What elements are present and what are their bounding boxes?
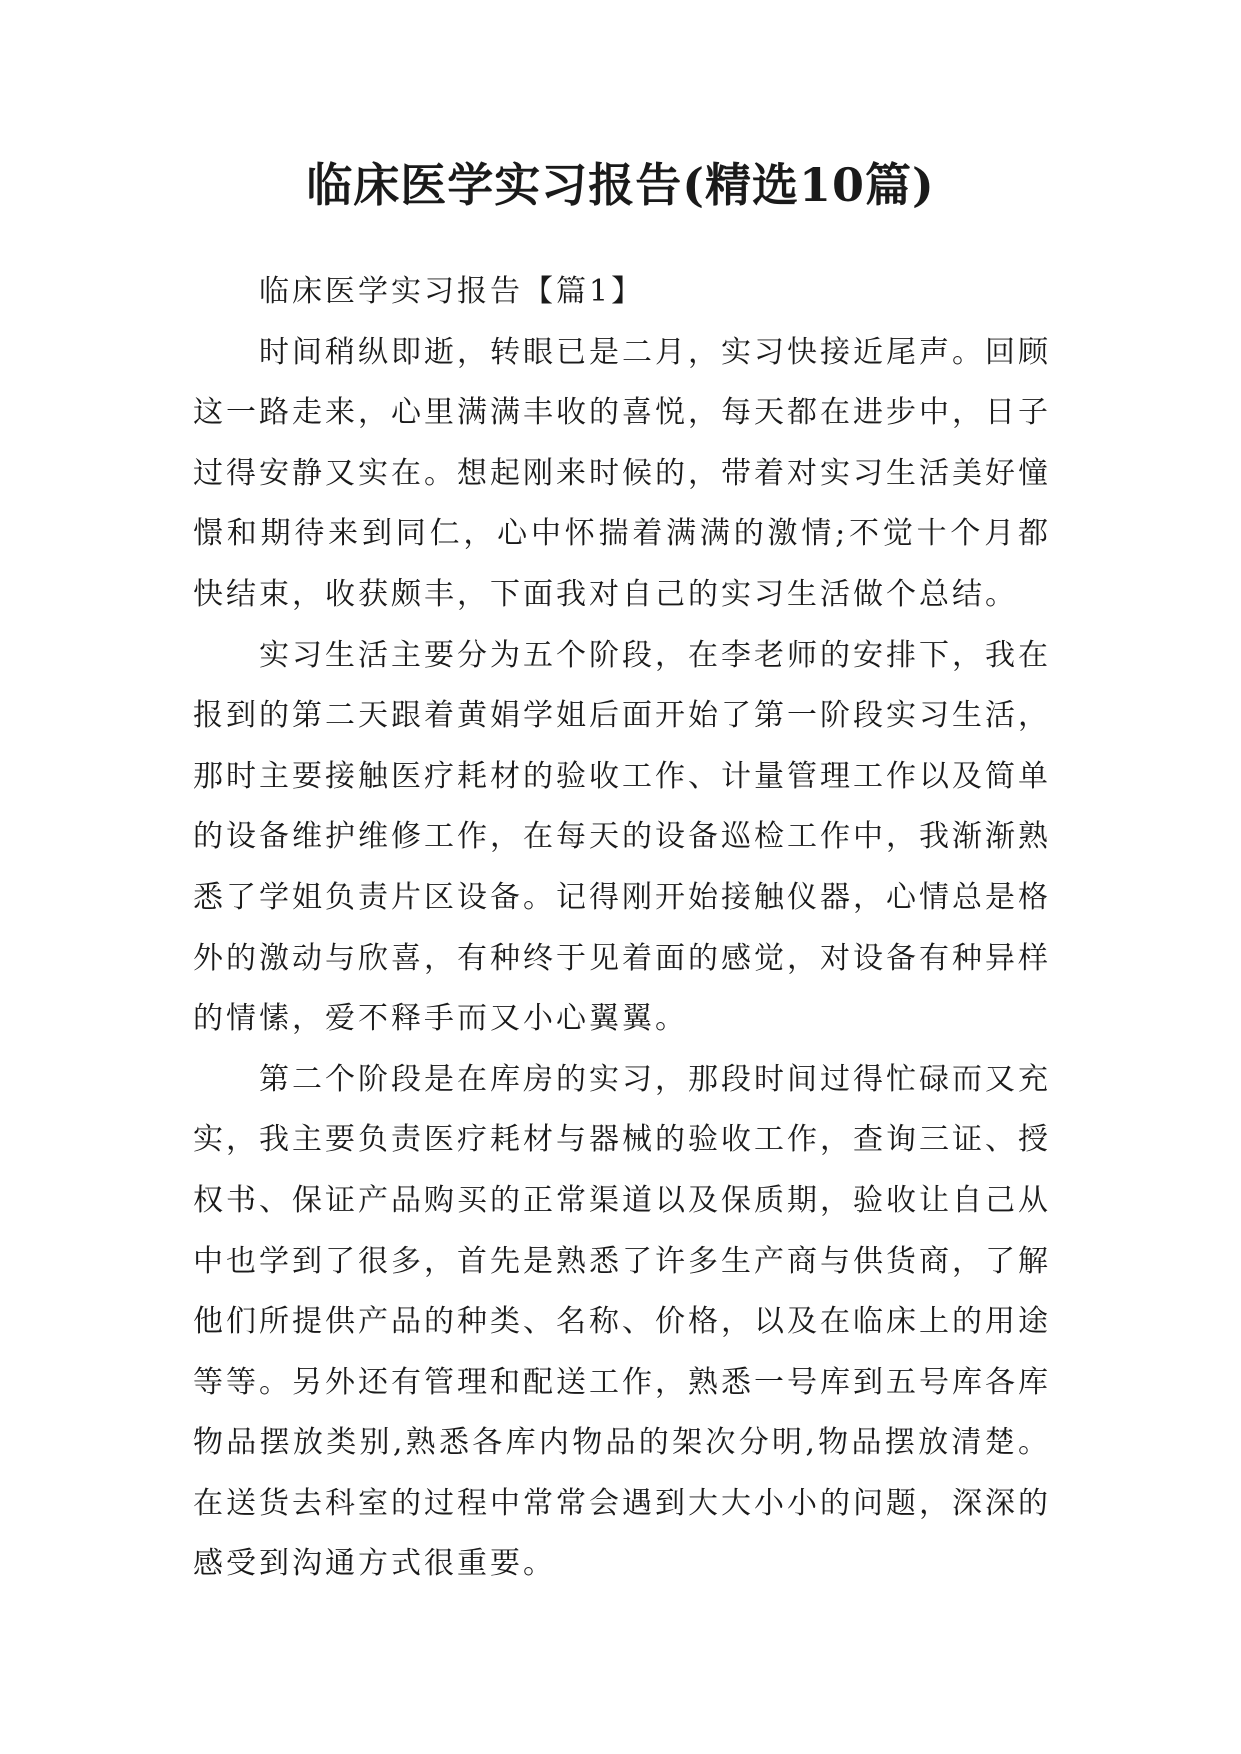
paragraph-1 — [193, 323, 1051, 626]
text-line: 实，我主要负责医疗耗材与器械的验收工作，查询三证、授 — [193, 1122, 1051, 1158]
text-line: 过得安静又实在。想起刚来时候的，带着对实习生活美好憧 — [193, 455, 1051, 491]
text-line: 的设备维护维修工作，在每天的设备巡检工作中，我渐渐熟 — [193, 819, 1051, 855]
text-line: 等等。另外还有管理和配送工作，熟悉一号库到五号库各库 — [193, 1364, 1051, 1400]
paragraph-2 — [193, 626, 1051, 1050]
text-line: 那时主要接触医疗耗材的验收工作、计量管理工作以及简单 — [193, 758, 1051, 794]
text-line: 第二个阶段是在库房的实习，那段时间过得忙碌而又充 — [259, 1061, 1051, 1097]
paragraph-3 — [193, 1050, 1051, 1595]
text-line: 在送货去科室的过程中常常会遇到大大小小的问题，深深的 — [193, 1485, 1051, 1521]
document-title: 临床医学实习报告(精选10篇) — [306, 158, 935, 212]
text-line: 快结束，收获颇丰，下面我对自己的实习生活做个总结。 — [193, 576, 1018, 612]
text-line: 权书、保证产品购买的正常渠道以及保质期，验收让自己从 — [193, 1182, 1051, 1218]
text-line: 中也学到了很多，首先是熟悉了许多生产商与供货商，了解 — [193, 1243, 1051, 1279]
section-heading: 临床医学实习报告【篇1】 — [259, 274, 645, 309]
text-line: 悉了学姐负责片区设备。记得刚开始接触仪器，心情总是格 — [193, 879, 1051, 915]
text-line: 报到的第二天跟着黄娟学姐后面开始了第一阶段实习生活， — [193, 698, 1051, 734]
text-line: 实习生活主要分为五个阶段，在李老师的安排下，我在 — [259, 637, 1051, 673]
text-line: 的情愫，爱不释手而又小心翼翼。 — [193, 1001, 688, 1037]
text-line: 这一路走来，心里满满丰收的喜悦，每天都在进步中，日子 — [193, 395, 1051, 431]
document-body — [193, 262, 1051, 1595]
text-line: 外的激动与欣喜，有种终于见着面的感觉，对设备有种异样 — [193, 940, 1051, 976]
text-line: 时间稍纵即逝，转眼已是二月，实习快接近尾声。回顾 — [259, 334, 1051, 370]
text-line: 憬和期待来到同仁，心中怀揣着满满的激情;不觉十个月都 — [193, 516, 1051, 552]
text-line: 物品摆放类别,熟悉各库内物品的架次分明,物品摆放清楚。 — [193, 1425, 1051, 1461]
text-line: 感受到沟通方式很重要。 — [193, 1546, 556, 1582]
text-line: 他们所提供产品的种类、名称、价格，以及在临床上的用途 — [193, 1304, 1051, 1340]
